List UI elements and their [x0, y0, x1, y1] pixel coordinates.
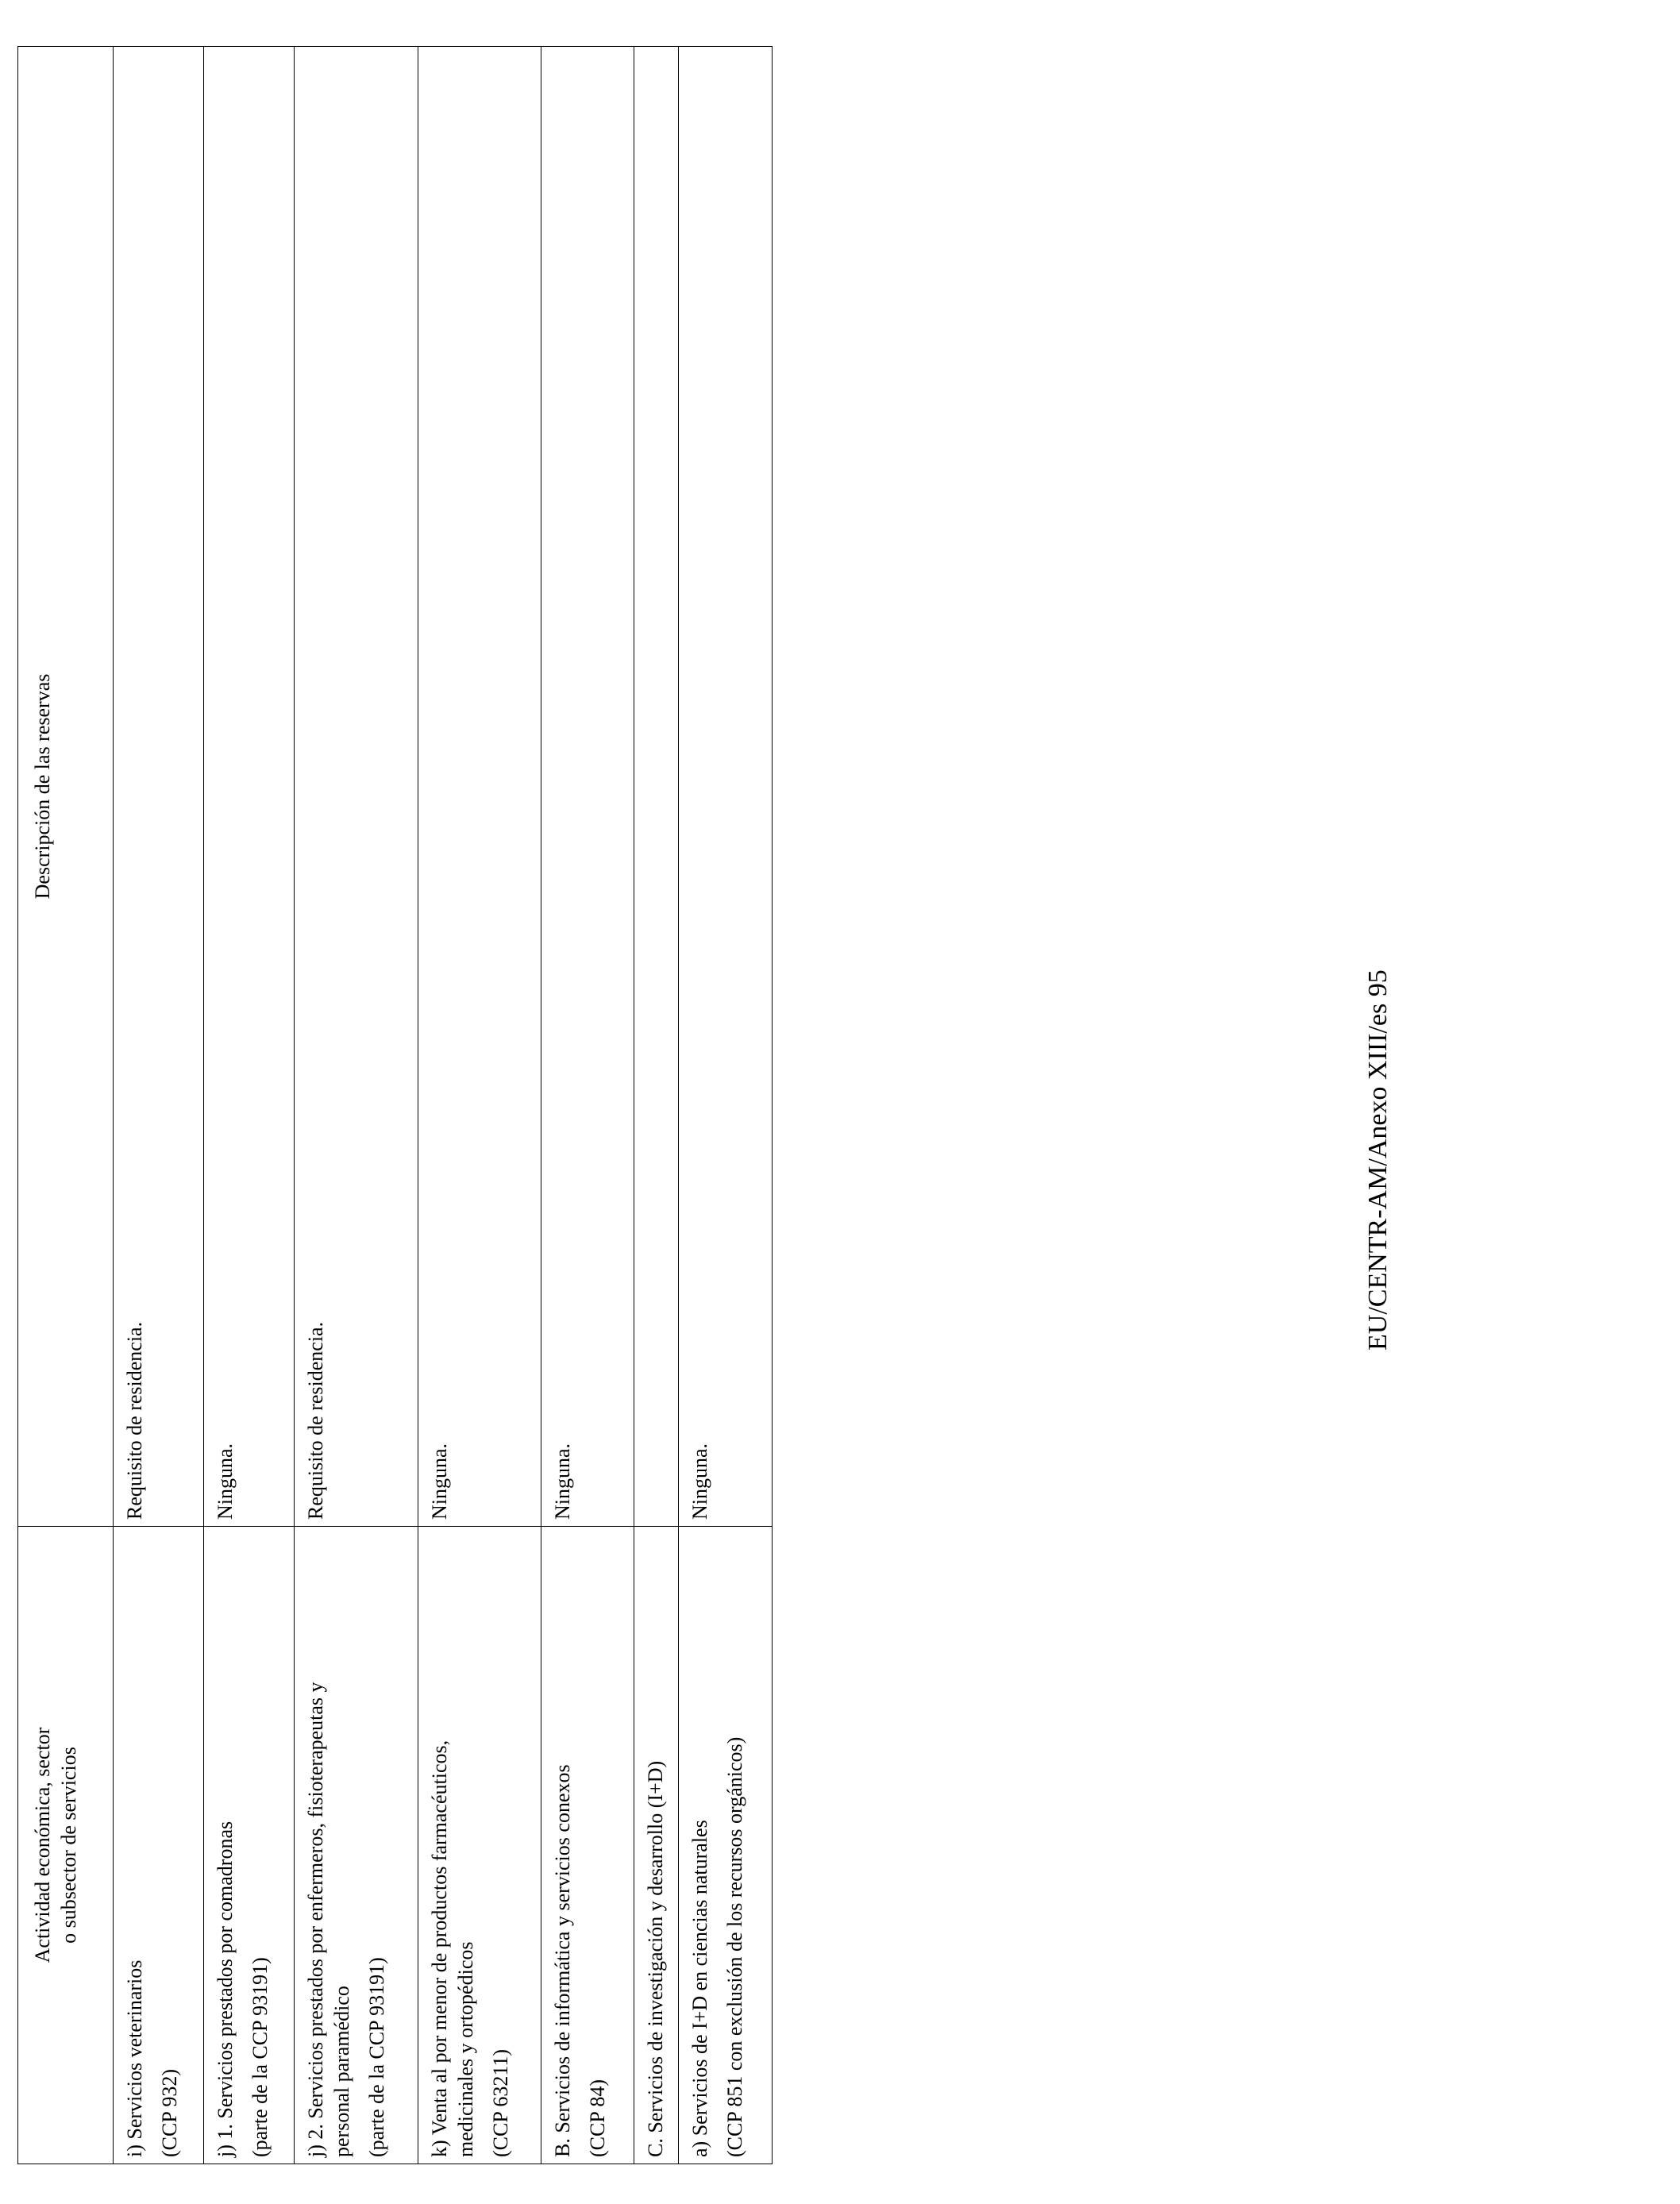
activity-line: medicinales y ortopédicos [454, 1941, 477, 2157]
description-cell: Ninguna. [541, 47, 634, 1527]
header-activity-line: Actividad económica, sector [31, 1727, 54, 1963]
activity-line: i) Servicios veterinarios [123, 1959, 146, 2157]
activity-line: (CCP 84) [586, 2079, 609, 2157]
description-cell: Ninguna. [418, 47, 541, 1527]
activity-line: k) Venta al por menor de productos farmacéuticos, [428, 1740, 451, 2157]
activity-line: a) Servicios de I+D en ciencias naturales [688, 1820, 711, 2157]
activity-line: (CCP 63211) [489, 2048, 512, 2157]
header-description: Descripción de las reservas [18, 47, 114, 1527]
document-reference: EU/CENTR-AM/Anexo XIII/es 95 [1363, 969, 1393, 1351]
activity-line: j) 1. Servicios prestados por comadronas [214, 1821, 237, 2157]
activity-line: (CCP 932) [158, 2069, 181, 2157]
activity-line: (parte de la CCP 93191) [249, 1957, 272, 2157]
footer-rotated-wrap [0, 44, 1429, 2204]
section-heading: C. Servicios de investigación y desarrollo (I+D) [644, 1760, 667, 2157]
description-cell: Requisito de residencia. [114, 47, 204, 1527]
header-activity-line: o subsector de servicios [57, 1747, 80, 1944]
activity-line: personal paramédico [330, 1986, 353, 2157]
description-cell: Ninguna. [679, 47, 773, 1527]
activity-line: B. Servicios de informática y servicios conexos [551, 1764, 574, 2157]
activity-line: j) 2. Servicios prestados por enfermeros, fisioterapeutas y [304, 1682, 327, 2157]
activity-line: (CCP 851 con exclusión de los recursos orgánicos) [723, 1736, 746, 2157]
description-cell: Requisito de residencia. [295, 47, 418, 1527]
activity-line: (parte de la CCP 93191) [365, 1957, 388, 2157]
description-cell: Ninguna. [204, 47, 295, 1527]
